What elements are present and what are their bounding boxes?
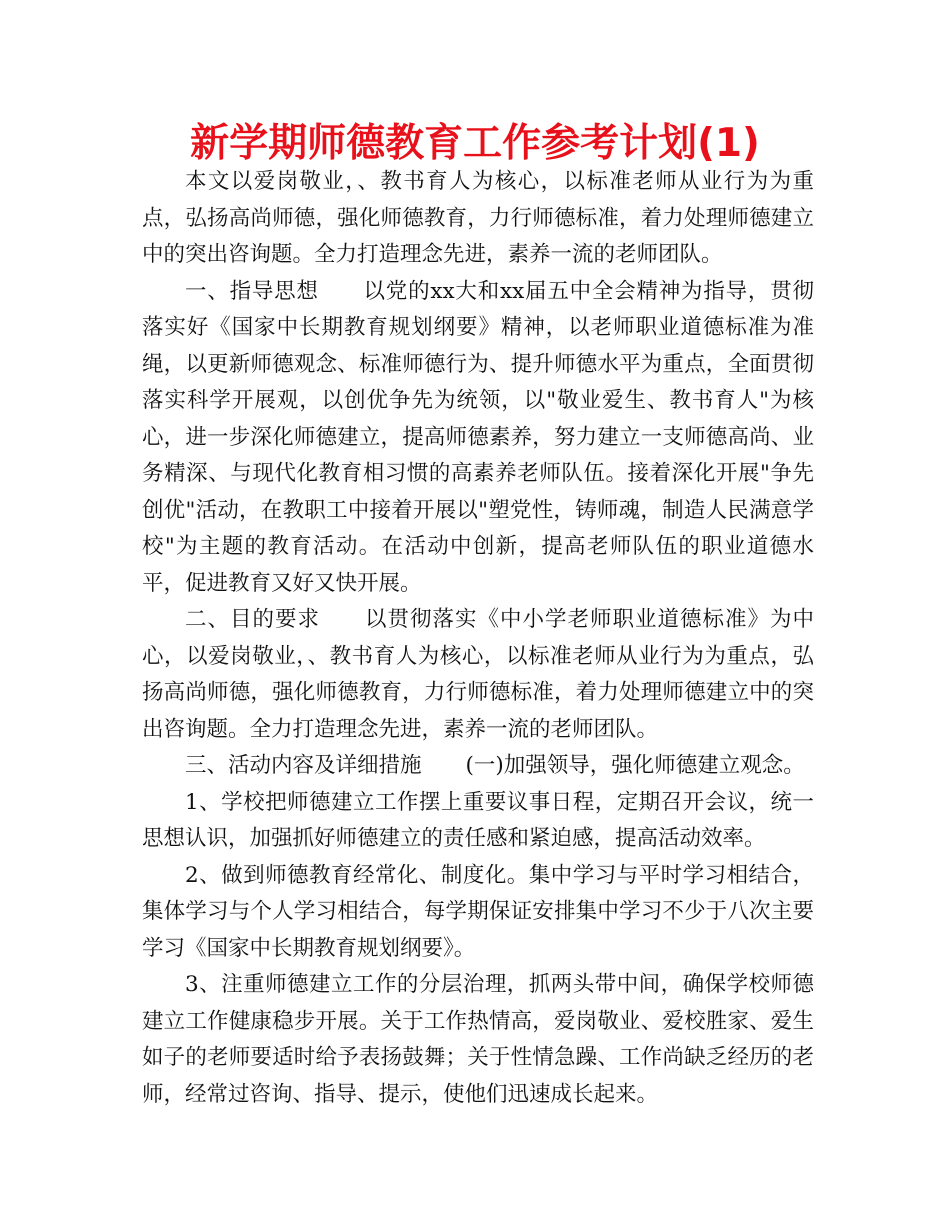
paragraph-intro xyxy=(142,164,814,274)
paragraph-objectives xyxy=(142,602,814,748)
paragraph-text: 以贯彻落实《中小学老师职业道德标准》为中心，以爱岗敬业，、教书育人为核心，以标准老师从业行为为重点，弘扬高尚师德，强化师德教育，力行师德标准，着力处理师德建立中的突出咨询题。全力打造理念先进，素养一流的老师团队。 xyxy=(142,607,814,742)
section-heading: 二、目的要求 xyxy=(185,607,320,632)
document-body xyxy=(142,164,814,1113)
paragraph-text: 2、做到师德教育经常化、制度化。集中学习与平时学习相结合，集体学习与个人学习相结合，每学期保证安排集中学习不少于八次主要学习《国家中长期教育规划纲要》。 xyxy=(142,862,814,961)
section-heading: 一、指导思想 xyxy=(185,278,319,304)
paragraph-text: 3、注重师德建立工作的分层治理，抓两头带中间，确保学校师德建立工作健康稳步开展。关于工作热情高，爱岗敬业、爱校胜家、爱生如子的老师要适时给予表扬鼓舞；关于性情急躁、工作尚缺乏经历的老师，经常过咨询、指导、提示，使他们迅速成长起来。 xyxy=(142,972,814,1107)
paragraph-item-1 xyxy=(142,785,814,858)
section-heading: 三、活动内容及详细措施 xyxy=(185,753,422,778)
paragraph-item-2 xyxy=(142,858,814,968)
paragraph-guiding-ideology xyxy=(142,274,814,603)
paragraph-text: 1、学校把师德建立工作摆上重要议事日程，定期召开会议，统一思想认识，加强抓好师德建立的责任感和紧迫感，提高活动效率。 xyxy=(142,789,814,851)
document-title: 新学期师德教育工作参考计划(1) xyxy=(190,121,760,166)
paragraph-text: 以党的xx大和xx届五中全会精神为指导，贯彻落实好《国家中长期教育规划纲要》精神，以老师职业道德标准为准绳，以更新师德观念、标准师德行为、提升师德水平为重点，全面贯彻落实科学开展观，以创优争先为统领，以"敬业爱生、教书育人"为核心，进一步深化师德建立，提高师德素养，努力建立一支师德高尚、业务精深、与现代化教育相习惯的高素养老师队伍。接着深化开展"争先创优"活动，在教职工中接着开展以"塑党性，铸师魂，制造人民满意学校"为主题的教育活动。在活动中创新，提高老师队伍的职业道德水平，促进教育又好又快开展。 xyxy=(142,278,814,596)
paragraph-activities xyxy=(142,748,814,785)
paragraph-text: (一)加强领导，强化师德建立观念。 xyxy=(465,753,805,778)
paragraph-text: 本文以爱岗敬业，、教书育人为核心，以标准老师从业行为为重点，弘扬高尚师德，强化师德教育，力行师德标准，着力处理师德建立中的突出咨询题。全力打造理念先进，素养一流的老师团队。 xyxy=(142,169,814,267)
paragraph-item-3 xyxy=(142,967,814,1113)
